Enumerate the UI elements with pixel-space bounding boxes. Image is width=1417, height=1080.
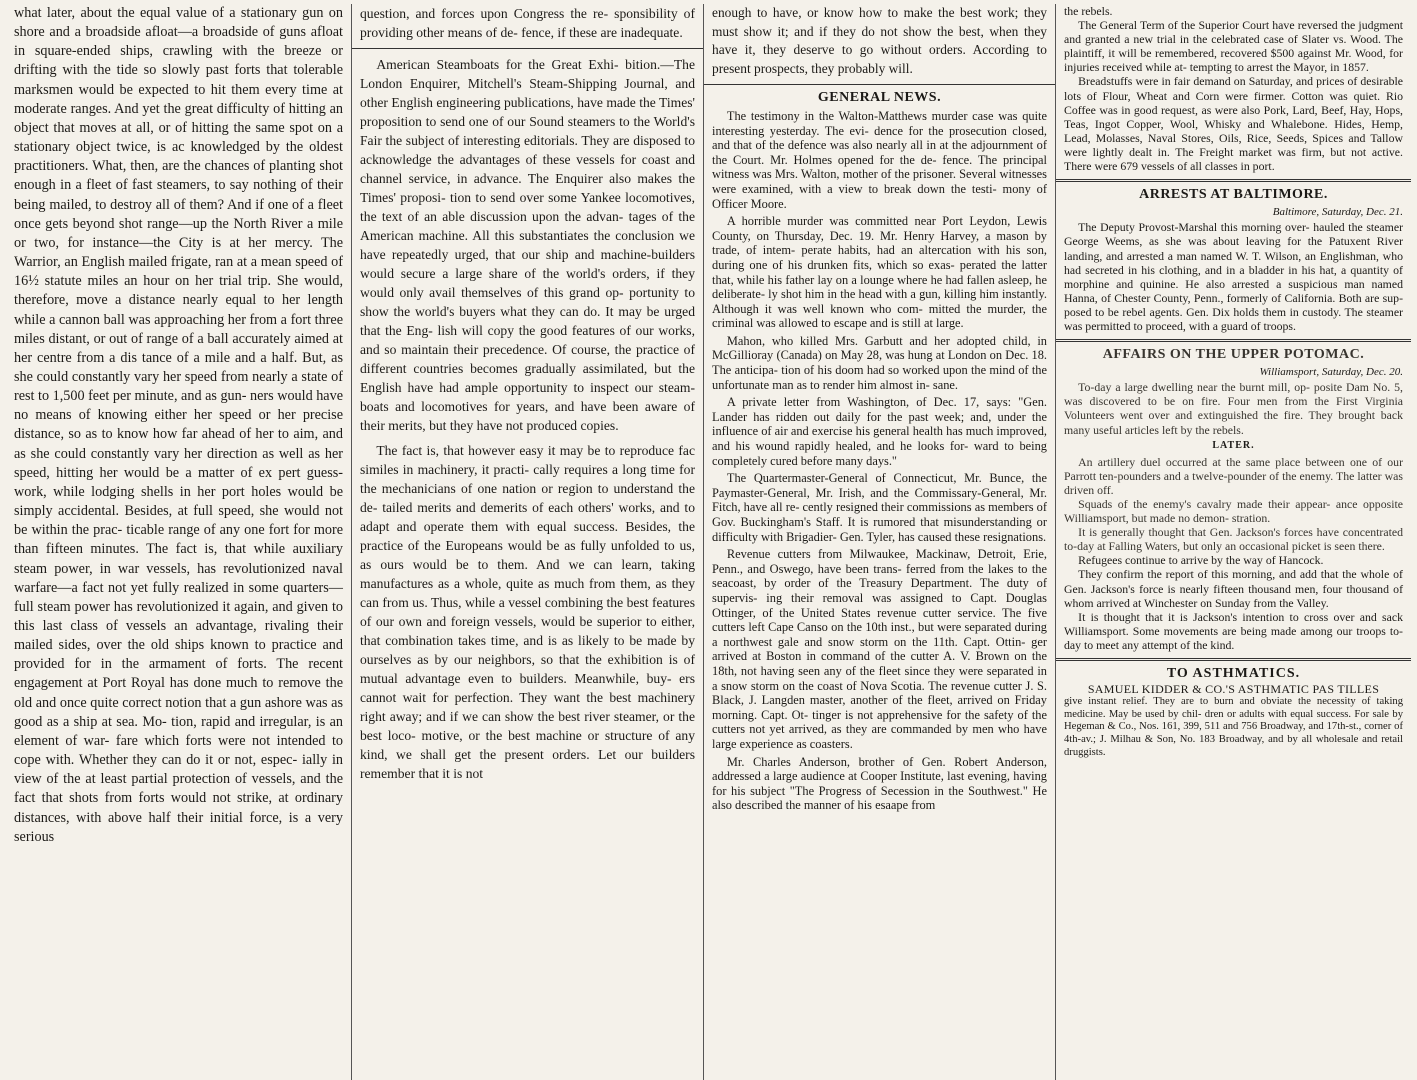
article-paragraph: question, and forces upon Congress the re- sponsibility of providing other means of de- fence, if these are inadequate. — [360, 6, 695, 40]
article-paragraph: what later, about the equal value of a stationary gun on shore and a broadside afloat—a broadside of guns afloat in square-ended ships, crawling with the breeze or drifting with the tide so slowly past forts that tolerable marksmen would be expected to hit them every time at moderate ranges. And yet the great difficulty of hitting an object that moves at all, or of hitting the same spot on a stationary object twice, is ac knowledged by the oldest practitioners. What, then, are the chances of planting shot enough in a fleet of fast steamers, to say nothing of their being mailed, to destroy all of them? And if one of a fleet once gets beyond shot range—up the North River a mile or two, for instance—the City is at her mercy. The Warrior, an English mailed frigate, ran at a mean speed of 16½ statute miles an hour on her trial trip. She would, therefore, move a distance nearly equal to her length while a cannon ball was approaching her from a fort three miles distant, or out of range of a ball accurately aimed at her centre from a dis tance of a mile and a half. But, as she could constantly vary her speed from nearly a state of rest to 1,500 feet per minute, and as gun- ners would have no means of knowing either her speed or her precise distance, so as to know how far ahead of her to aim, and as she could constantly vary her direction as well as her speed, hitting her would be a matter of ex pert guess-work, while lodging shells in her port holes would be simply accidental. Besides, at full speed, she would not be within the prac- ticable range of any one fort for more than fifteen minutes. The fact is, that while auxiliary steam power, in war vessels, has revolutionized naval warfare—a fact not yet fully realized in some quarters—full steam power has revolutionized it again, and given to this last class of vessels an advantage, rivaling their mailed sides, over the old ships known to practice and provided for in the armament of forts. The recent engagement at Port Royal has done much to remove the old and once quite correct notion that a gun ashore was as good as a ship at sea. Mo- tion, rapid and irregular, is an element of war- fare which forts were not intended to cope with. Whether they can do it or not, espec- ially in view of the at least partial protection of vessels, and the fact that shots from forts would not strike, at ordinary distances, with above half their initial force, is a very serious — [14, 5, 343, 845]
dateline: Baltimore, Saturday, Dec. 21. — [1272, 206, 1403, 219]
news-item: Refugees continue to arrive by the way of Hancock. — [1078, 553, 1324, 568]
news-item: A private letter from Washington, of Dec. 17, says: "Gen. Lander has ridden out daily for the past week; and, under the influence of air and exercise his general health has much improved, and his wound rapidly healed, and he looks for- ward to being completely cured before many days." — [712, 395, 1047, 468]
news-item: An artillery duel occurred at the same place between one of our Parrott ten-pounders and a twelve-pounder of the enemy. The latter was driven off. — [1064, 454, 1403, 497]
news-item: The General Term of the Superior Court have reversed the judgment and granted a new trial in the celebrated case of Slater vs. Wood. The plaintiff, it will be remembered, recovered $500 against Mr. Wood, for injuries received while at- tempting to arrest the Mayor, in 1857. — [1064, 18, 1403, 75]
news-item: The Deputy Provost-Marshal this morning over- hauled the steamer George Weems, as she was about leaving for the Patuxent River landing, and arrested a man named W. T. Wilson, an Englishman, who had secreted in his clothing, and in a bladder in his hat, a quantity of morphine and quinine. He also arrested a suspicious man named Hanna, of Chester County, Penn., formerly of California. Both are sup- posed to be rebel agents. Gen. Dix holds them in custody. The steamer was permitted to proceed, with a guard of troops. — [1064, 220, 1403, 333]
news-item: A horrible murder was committed near Port Leydon, Lewis County, on Thursday, Dec. 19. Mr. Henry Harvey, a mason by trade, of intem- perate habits, had an altercation with his son, during one of his drunken fits, which so exas- perated the latter that, while his father lay on a lounge where he had fallen asleep, he deliberate- ly shot him in the head with a gun, killing him instantly. Although it was well known who com- mitted the murder, the criminal was allowed to escape and is still at large. — [712, 214, 1047, 331]
section-divider — [1056, 658, 1411, 661]
section-heading: GENERAL NEWS. — [817, 90, 942, 106]
news-item: the rebels. — [1064, 4, 1113, 18]
column-2 — [351, 4, 703, 1080]
section-divider — [1056, 179, 1411, 182]
section-divider — [1056, 339, 1411, 342]
news-item: Breadstuffs were in fair demand on Saturday, and prices of desirable lots of Flour, Wheat and Corn were firmer. Cotton was quiet. Rio Coffee was in good request, as were also Pork, Lard, Beef, Hay, Hops, Teas, Ingot Copper, Wool, Whisky and Whalebone. Hides, Hemp, Lead, Molasses, Naval Stores, Oils, Rice, Seeds, Spices and Tallow were lightly dealt in. The Freight market was firm, but not active. There were 679 vessels of all classes in port. — [1064, 74, 1403, 174]
column-3 — [703, 4, 1055, 1080]
column-1 — [6, 4, 351, 1080]
news-item: Mr. Charles Anderson, brother of Gen. Robert Anderson, addressed a large audience at Cooper Institute, last evening, having for his subject "The Progress of Secession in the Southwest." He also described the manner of his esaape from — [712, 754, 1047, 813]
section-heading: ARRESTS AT BALTIMORE. — [1139, 187, 1328, 203]
news-item: They confirm the report of this morning, and add that the whole of Gen. Jackson's force is nearly fifteen thousand men, four thousand of whom arrived at Winchester on Sunday from the Valley. — [1064, 567, 1403, 610]
article-paragraph: The fact is, that however easy it may be to reproduce fac similes in machinery, it practi- cally requires a long time for the mechanicians of one nation or region to understand the de- tailed merits and demerits of each others' works, and to adapt and operate them with equal success. Besides, the practice of the Europeans would be as fully unfolded to us, as ours would be to them. And we can learn, taking manufactures as a whole, quite as much from them, as they can from us. Thus, while a vessel combining the best features of our own and foreign vessels, would be superior to either, that combination takes time, and is as likely to be made by ourselves as by our neighbors, so that the exhibition is of mutual advantage even to builders. Meanwhile, buy- ers cannot wait for perfection. They want the best machinery right away; and if we can show the best river steamer, or the best loco- motive, or the best machine or structure of any kind, we shall get the present orders. Let our builders remember that it is not — [360, 443, 695, 781]
column-4 — [1055, 4, 1411, 1080]
news-item: Squads of the enemy's cavalry made their appear- ance opposite Williamsport, but made no demon- stration. — [1064, 497, 1403, 526]
section-heading: AFFAIRS ON THE UPPER POTOMAC. — [1102, 347, 1365, 363]
advertisement-body: give instant relief. They are to burn and obviate the necessity of taking medicine. May be used by chil- dren or adults with equal success. For sale by Hegeman & Co., Nos. 161, 399, 511 and 756 Broadway, and 17th-st., corner of 4th-av.; J. Milhau & Son, No. 183 Broadway, and by all wholesale and retail druggists. — [1064, 696, 1403, 758]
advertisement-title: TO ASTHMATICS. — [1166, 666, 1301, 682]
news-item: It is generally thought that Gen. Jackson's forces have concentrated to-day at Falling Waters, but only an occasional picket is seen there. — [1064, 525, 1403, 554]
news-item: The testimony in the Walton-Matthews murder case was quite interesting yesterday. The evi- dence for the prosecution closed, and that of the defence was also nearly all in at the adjournment of the Court. Mr. Holmes opened for the de- fence. The principal witness was Mrs. Walton, mother of the prisoner. Several witnesses were examined, with a view to break down the testi- mony of Officer Moore. — [712, 108, 1047, 211]
news-item: Mahon, who killed Mrs. Garbutt and her adopted child, in McGillioray (Canada) on May 28, was hung at London on Dec. 18. The anticipa- tion of his doom had so worked upon the mind of the unfortunate man as to render him almost in- sane. — [712, 333, 1047, 392]
news-item: It is thought that it is Jackson's intention to cross over and sack Williamsport. Some movements are being made among our troops to-day to meet any attempt of the kind. — [1064, 609, 1403, 652]
column-divider — [352, 48, 703, 49]
subheading-later: LATER. — [1212, 439, 1255, 451]
news-item: Revenue cutters from Milwaukee, Mackinaw, Detroit, Erie, Penn., and Oswego, have been trans- ferred from the lakes to the seacoast, by order of the Treasury Department. The duty of supervis- ing their removal was assigned to Capt. Douglas Ottinger, of the United States revenue cutter service. The five cutters left Cape Canso on the 10th inst., but were separated during a northwest gale and snow storm on the 11th. Capt. Ottin- ger arrived at Boston in command of the cutter A. V. Brown on the 18th, not having seen any of the fleet since they were separated in a snow storm on the coast of Nova Scotia. The revenue cutter J. S. Black, J. Langden master, another of the fleet, arrived on Friday morning. Capt. Ot- tinger is not apprehensive for the safety of the cutters not yet arrived, as they are commanded by men who have large experience as coasters. — [712, 547, 1047, 751]
dateline: Williamsport, Saturday, Dec. 20. — [1259, 366, 1403, 379]
advertisement-subtitle: SAMUEL KIDDER & CO.'S ASTHMATIC PAS TILLES — [1087, 682, 1380, 697]
article-paragraph: American Steamboats for the Great Exhi- bition.—The London Enquirer, Mitchell's Steam-Shipping Journal, and other English engineering publications, have made the Times' proposition to send one of our Sound steamers to the World's Fair the subject of interesting editorials. They are disposed to acknowledge the advantages of these vessels for coast and channel service, in advance. The Enquirer also makes the Times' proposi- tion to send over some Yankee locomotives, the text of an able discussion upon the advan- tages of the American machine. All this substantiates the conclusion we have repeatedly urged, that our ship and machine-builders would secure a large share of the world's orders, if they would only avail themselves of this grand op- portunity to show the world's buyers what they can do. It may be urged that the Eng- lish will copy the good features of our works, and so maintain their precedence. Of course, the practice of different countries becomes gradually assimilated, but the English have had ample opportunity to inspect our steam- boats and locomotives for years, and have been aware of their merits, but they have not produced copies. — [360, 57, 695, 433]
news-item: The Quartermaster-General of Connecticut, Mr. Bunce, the Paymaster-General, Mr. Irish, and the Commissary-General, Mr. Fitch, have all re- cently resigned their commissions as members of Gov. Buckingham's Staff. It is rumored that misunderstanding or difficulty with Brigadier- Gen. Tyler, has caused these resignations. — [712, 471, 1047, 544]
article-paragraph: enough to have, or know how to make the best work; they must show it; and if they do not show the best, when they have it, they deserve to go without orders. According to present prospects, they probably will. — [712, 5, 1047, 76]
news-item: To-day a large dwelling near the burnt mill, op- posite Dam No. 5, was discovered to be on fire. Four men from the First Virginia Volunteers went over and extinguished the fire. They brought back many useful articles left by the rebels. — [1064, 380, 1403, 437]
column-divider — [704, 84, 1055, 85]
